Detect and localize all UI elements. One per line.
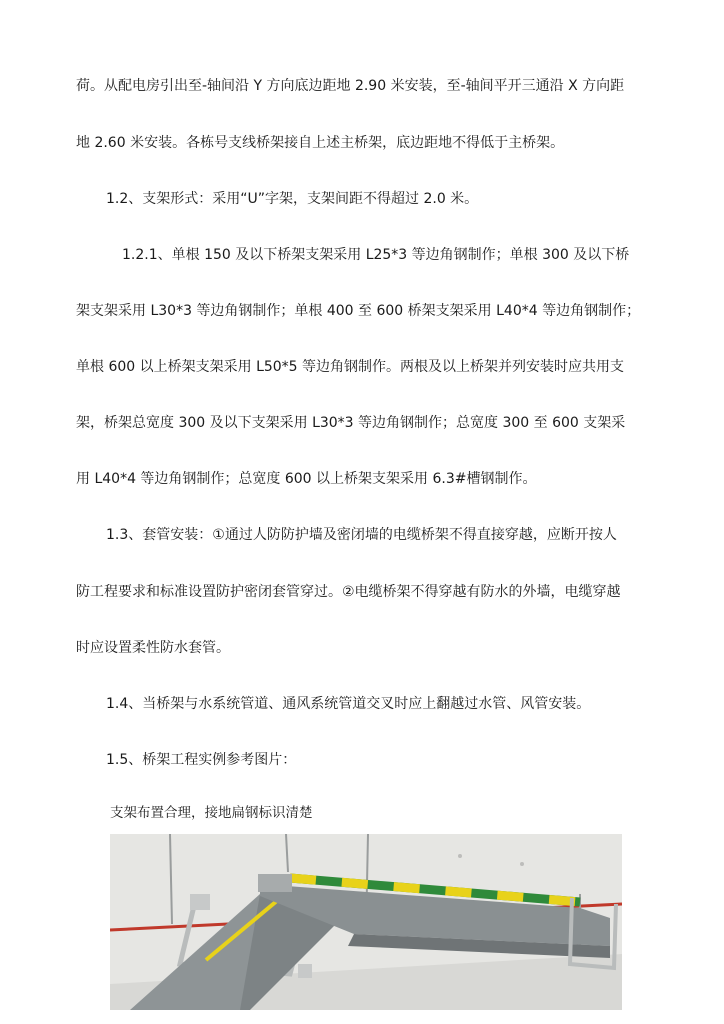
text-line-6: 单根 600 以上桥架支架采用 L50*5 等边角钢制作。两根及以上桥架并列安装时应共用支 [76,359,625,375]
section-1-3: 1.3、套管安装：①通过人防防护墙及密闭墙的电缆桥架不得直接穿越，应断开按人 [106,527,617,543]
text-line-11: 时应设置柔性防水套管。 [76,640,230,656]
text-line-5: 架支架采用 L30*3 等边角钢制作；单根 400 至 600 桥架支架采用 L40*4 等边角钢制作； [76,303,641,319]
section-1-2: 1.2、支架形式：采用“U”字架，支架间距不得超过 2.0 米。 [106,191,479,207]
photo-caption: 支架布置合理，接地扁钢标识清楚 [110,805,313,821]
text-line-2: 地 2.60 米安装。各栋号支线桥架接自上述主桥架，底边距地不得低于主桥架。 [76,135,565,151]
section-1-4: 1.4、当桥架与水系统管道、通风系统管道交叉时应上翻越过水管、风管安装。 [106,696,591,712]
text-line-10: 防工程要求和标准设置防护密闭套管穿过。②电缆桥架不得穿越有防水的外墙，电缆穿越 [76,584,621,600]
cable-tray-photo [110,834,622,1010]
text-line-8: 用 L40*4 等边角钢制作；总宽度 600 以上桥架支架采用 6.3#槽钢制作。 [76,471,537,487]
text-line-1: 荷。从配电房引出至-轴间沿 Y 方向底边距地 2.90 米安装，至-轴间平开三通沿 X 方向距 [76,78,625,94]
cable-tray-illustration [110,834,622,1010]
section-1-2-1: 1.2.1、单根 150 及以下桥架支架采用 L25*3 等边角钢制作；单根 300 及以下桥 [122,247,630,263]
text-line-7: 架，桥架总宽度 300 及以下支架采用 L30*3 等边角钢制作；总宽度 300 至 600 支架采 [76,415,626,431]
section-1-5: 1.5、桥架工程实例参考图片： [106,752,297,768]
